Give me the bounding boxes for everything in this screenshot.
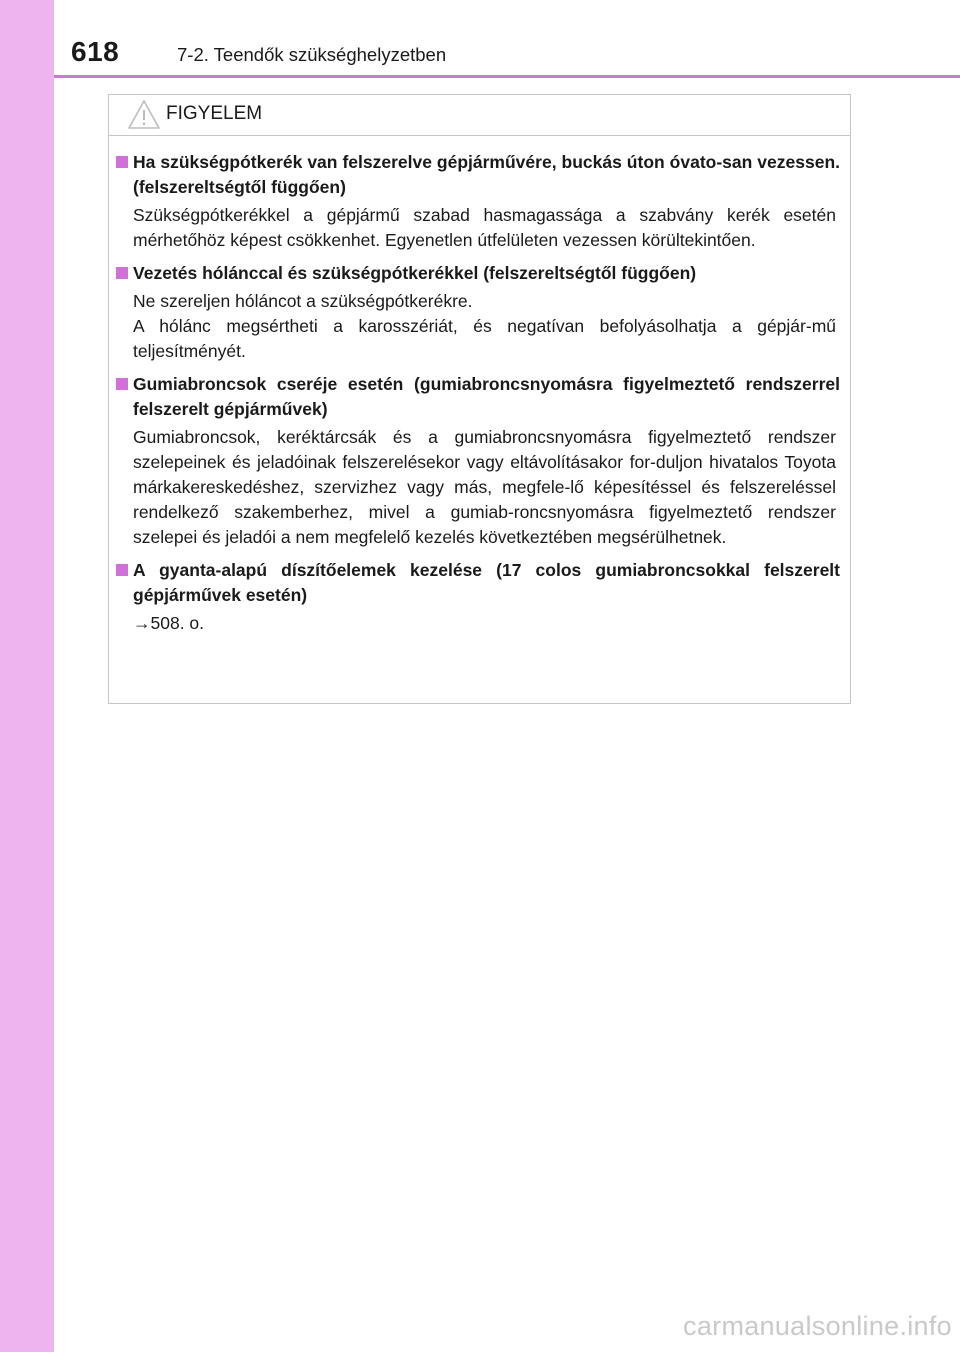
watermark: carmanualsonline.info xyxy=(683,1311,952,1341)
item-paragraph: Szükségpótkerékkel a gépjármű szabad hasmagassága a szabvány kerék esetén mérhetőhöz képest csökkenhet. Egyenetlen útfelületen vezessen körültekintően. xyxy=(133,205,836,250)
warning-item-spare-tire xyxy=(116,150,840,253)
item-title-text: Gumiabroncsok cseréje esetén (gumiabroncsnyomásra figyelmeztető rendszerrel felszerelt gépjárművek) xyxy=(133,374,840,419)
warning-body xyxy=(109,136,850,636)
square-bullet-icon xyxy=(116,267,128,279)
warning-header xyxy=(109,95,850,136)
item-text xyxy=(116,611,840,636)
item-paragraph: Ne szereljen hóláncot a szükségpótkerékre. xyxy=(133,291,473,311)
page-number: 618 xyxy=(71,36,120,67)
side-color-band xyxy=(0,0,54,1352)
item-title xyxy=(116,372,840,422)
square-bullet-icon xyxy=(116,378,128,390)
warning-item-tire-replacement xyxy=(116,372,840,550)
item-title-text: A gyanta-alapú díszítőelemek kezelése (17 colos gumiabroncsokkal felszerelt gépjárművek esetén) xyxy=(133,560,840,605)
item-title-text: Ha szükségpótkerék van felszerelve gépjárművére, buckás úton óvato-san vezessen. (felszereltségtől függően) xyxy=(133,152,840,197)
item-paragraph: A hólánc megsértheti a karosszériát, és negatívan befolyásolhatja a gépjár-mű teljesítményét. xyxy=(133,316,836,361)
item-title xyxy=(116,558,840,608)
warning-label: FIGYELEM xyxy=(166,103,263,124)
warning-triangle-icon xyxy=(127,99,161,135)
item-text xyxy=(116,203,840,253)
item-text xyxy=(116,425,840,550)
warning-item-snow-chains xyxy=(116,261,840,364)
item-title-text: Vezetés hólánccal és szükségpótkerékkel (felszereltségtől függően) xyxy=(133,263,697,283)
item-title xyxy=(116,261,840,286)
item-paragraph: Gumiabroncsok, keréktárcsák és a gumiabroncsnyomásra figyelmeztető rendszer szelepeinek és jeladóinak felszerelésekor vagy eltávolításakor for-duljon hivatalos Toyota márkakereskedéshez, szervizhez vagy más, megfele-lő képesítéssel és felszereléssel rendelkező szakemberhez, mivel a gumiab-roncsnyomásra figyelmeztető rendszer szelepei és jeladói a nem megfelelő kezelés következtében megsérülhetnek. xyxy=(133,427,836,547)
square-bullet-icon xyxy=(116,156,128,168)
item-text xyxy=(116,289,840,364)
warning-item-resin-ornaments xyxy=(116,558,840,636)
header-rule xyxy=(54,75,960,78)
warning-box xyxy=(108,94,851,704)
square-bullet-icon xyxy=(116,564,128,576)
section-title: 7-2. Teendők szükséghelyzetben xyxy=(177,44,447,65)
page-reference-link[interactable]: →508. o. xyxy=(133,613,205,633)
item-title xyxy=(116,150,840,200)
